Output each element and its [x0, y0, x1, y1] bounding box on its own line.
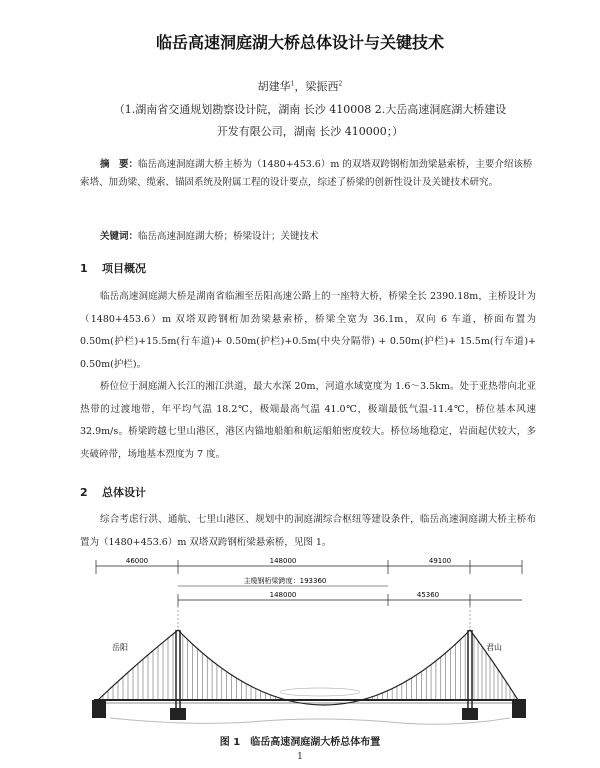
bridge-elevation-drawing	[90, 550, 530, 730]
author-1: 胡建华	[257, 80, 291, 93]
dimension-label-top: 49100	[428, 557, 452, 565]
author-2: 梁振西	[305, 80, 339, 93]
section-2-number: 2	[80, 486, 88, 499]
place-label-right: 君山	[486, 643, 502, 652]
author-2-affil-mark: 2	[338, 80, 343, 88]
tower-foundation-left	[170, 708, 186, 720]
section-2-heading	[80, 484, 146, 500]
author-1-affil-mark: 1	[290, 80, 295, 88]
dimension-label-top: 148000	[269, 557, 297, 565]
tower-foundation-right	[462, 708, 478, 720]
dimension-label-top: 46000	[125, 557, 149, 565]
hanger-group	[103, 634, 514, 700]
affiliation-line-2: 开发有限公司，湖南 长沙 410000；）	[216, 125, 404, 138]
author-separator: ，	[294, 80, 306, 93]
section-1-paragraph-2: 桥位位于洞庭湖入长江的湘江洪道，最大水深 20m，河道水域宽度为 1.6～3.5km。处于亚热带向北亚热带的过渡地带，年平均气温 18.2℃，极端最高气温 41.0℃，极端最低气温-11.4℃，桥位基本风速 32.9m/s。桥梁跨越七里山港区，港区内锚地船舶和航运船舶密度较大。桥位场地稳定，岩面起伏较大，多夹破碎带，场地基本烈度为 7 度。	[80, 381, 536, 460]
main-cable-span-label: 主缆钢桁梁跨度：193360	[243, 577, 327, 585]
navigation-clearance-outline	[280, 688, 360, 696]
page-number: 1	[297, 752, 303, 762]
abstract	[80, 156, 536, 192]
section-1-heading	[80, 260, 146, 276]
keywords-text: 临岳高速洞庭湖大桥；桥梁设计；关键技术	[138, 231, 319, 242]
dimension-label-bottom: 148000	[269, 591, 297, 599]
place-label-left: 岳阳	[112, 643, 128, 652]
keywords	[80, 228, 536, 246]
bridge-layout-figure	[90, 550, 530, 730]
author-line	[0, 78, 600, 94]
anchorage-left	[92, 700, 106, 718]
abstract-label: 摘 要：	[100, 159, 139, 170]
section-1-number: 1	[80, 262, 88, 275]
section-2-paragraph-1: 综合考虑行洪、通航、七里山港区、规划中的洞庭湖综合枢纽等建设条件，临岳高速洞庭湖大桥主桥布置为（1480+453.6）m 双塔双跨钢桁梁悬索桥，见图 1。	[80, 514, 536, 548]
abstract-text: 临岳高速洞庭湖大桥主桥为（1480+453.6）m 的双塔双跨钢桁加劲梁悬索桥，主要介绍该桥索塔、加劲梁、缆索、锚固系统及附属工程的设计要点，综述了桥梁的创新性设计及关键技术研究。	[80, 159, 533, 188]
paper-title: 临岳高速洞庭湖大桥总体设计与关键技术	[155, 33, 444, 52]
keywords-label: 关键词：	[100, 231, 139, 242]
main-cable	[98, 630, 518, 705]
section-1-title: 项目概况	[102, 262, 146, 275]
anchorage-right	[512, 700, 526, 718]
affiliation-line-1: （1.湖南省交通规划勘察设计院，湖南 长沙 410008 2.大岳高速洞庭湖大桥建设	[113, 103, 507, 116]
dimension-label-bottom: 45360	[416, 591, 440, 599]
section-2-title: 总体设计	[102, 486, 146, 499]
affiliations	[90, 99, 530, 143]
section-1-paragraph-1: 临岳高速洞庭湖大桥是湖南省临湘至岳阳高速公路上的一座特大桥，桥梁全长 2390.18m，主桥设计为（1480+453.6）m 双塔双跨钢桁加劲梁悬索桥，桥梁全宽为 36.1m，双向 6 车道，桥面布置为 0.50m(护栏)+15.5m(行车道)+ 0.50m(护栏)+0.5m(中央分隔带) + 0.50m(护栏)+ 15.5m(行车道)+ 0.50m(护栏)。	[80, 291, 536, 370]
figure-caption: 图 1 临岳高速洞庭湖大桥总体布置	[219, 737, 381, 748]
